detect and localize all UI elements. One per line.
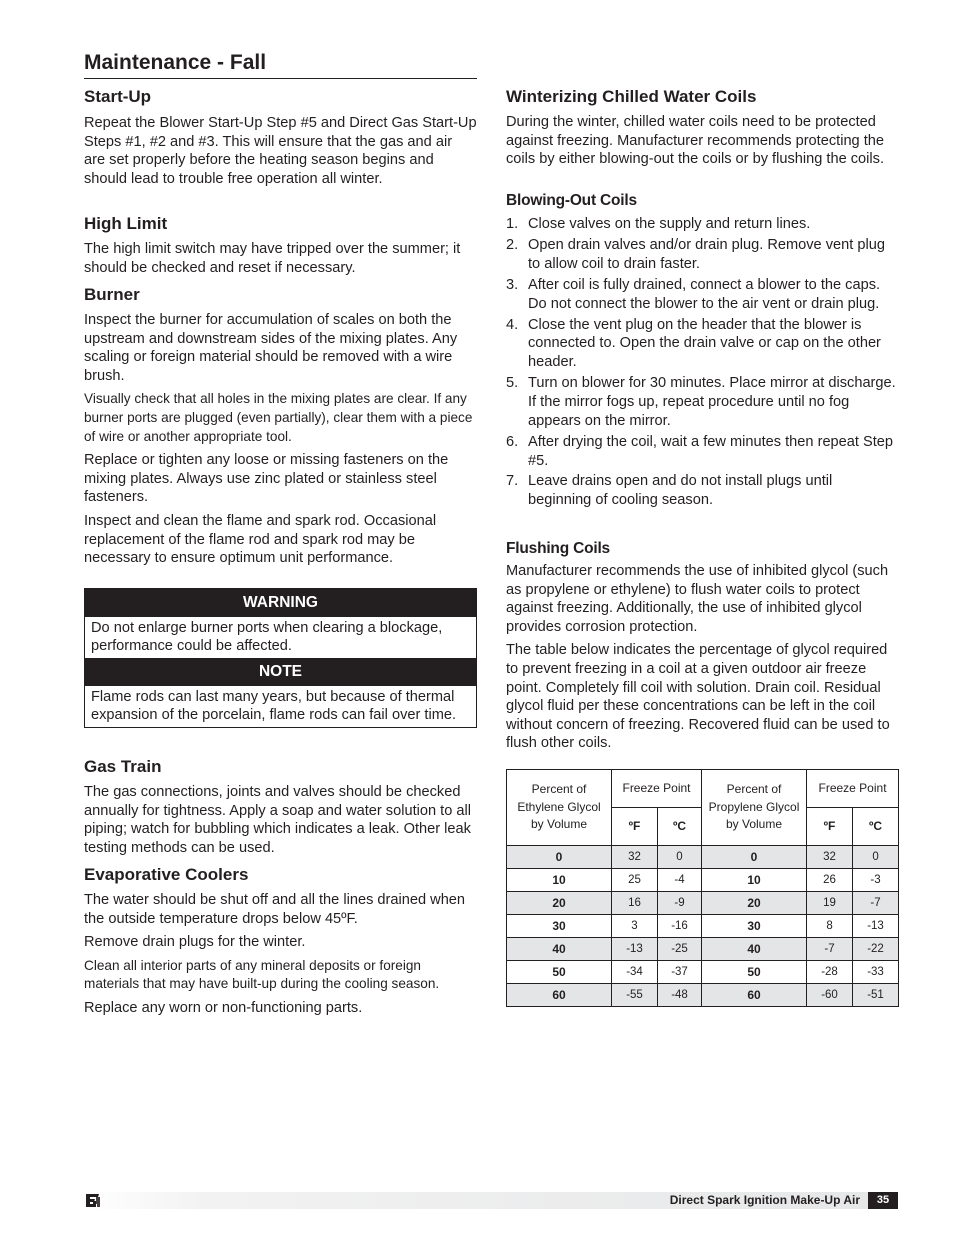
flushing-paragraph: The table below indicates the percentage of glycol required to prevent freezing in a coil at a given outdoor air freeze point. Completely fill coil with solution. Drain coil. Residual glycol fluid per these concentrations can be left in the coil without concern of freezing. Recovered fluid can be used to flush other coils. — [506, 642, 890, 752]
evap-paragraph: The water should be shut off and all the lines drained when the outside temperature drops below 45ºF. — [84, 892, 466, 927]
glycol-freeze-table — [506, 769, 899, 1007]
greenheck-logo-icon — [84, 1192, 102, 1209]
freeze-point-header: Freeze Point — [612, 770, 702, 808]
evaporative-coolers-heading: Evaporative Coolers — [84, 865, 249, 884]
warning-text: Do not enlarge burner ports when clearing a blockage, performance could be affected. — [91, 620, 443, 654]
ethylene-header: Percent of Ethylene Glycol by Volume — [507, 770, 612, 846]
startup-text: Repeat the Blower Start-Up Step #5 and Direct Gas Start-Up Steps #1, #2 and #3. This will ensure that the gas and air are set properly before the heating season begins and should lead to trouble free operation all winter. — [84, 115, 477, 187]
burner-paragraph: Inspect and clean the flame and spark rod. Occasional replacement of the flame rod and spark rod may be necessary to ensure optimum unit performance. — [84, 512, 437, 567]
flushing-heading: Flushing Coils — [506, 540, 610, 557]
winterizing-text: During the winter, chilled water coils need to be protected against freezing. Manufacturer recommends protecting the coils by either blowing-out the coils or by flushing the coils. — [506, 114, 885, 168]
high-limit-section — [84, 214, 477, 277]
table-row — [507, 869, 899, 892]
high-limit-heading: High Limit — [84, 214, 168, 233]
page-title: Maintenance - Fall — [84, 50, 477, 79]
blowing-step — [506, 316, 898, 372]
table-cell-eth-c: -37 — [658, 961, 702, 984]
blowing-out-heading: Blowing-Out Coils — [506, 192, 637, 209]
table-cell-prop: 60 — [702, 984, 807, 1007]
table-cell-prop-c: -13 — [853, 915, 899, 938]
step-number: 3. — [506, 276, 519, 293]
table-cell-eth: 0 — [507, 846, 612, 869]
gas-train-section — [84, 757, 477, 857]
blowing-step — [506, 276, 898, 314]
table-cell-eth: 60 — [507, 984, 612, 1007]
table-cell-eth-f: -34 — [612, 961, 658, 984]
table-row — [507, 892, 899, 915]
table-cell-prop: 10 — [702, 869, 807, 892]
step-number: 2. — [506, 236, 519, 253]
evap-paragraph: Remove drain plugs for the winter. — [84, 934, 306, 951]
table-cell-eth-f: -13 — [612, 938, 658, 961]
step-number: 6. — [506, 433, 519, 450]
table-cell-eth: 20 — [507, 892, 612, 915]
evaporative-coolers-section — [84, 865, 477, 1018]
blowing-step — [506, 374, 898, 430]
table-cell-eth: 50 — [507, 961, 612, 984]
table-cell-prop-c: -33 — [853, 961, 899, 984]
burner-paragraph: Replace or tighten any loose or missing fasteners on the mixing plates. Always use zinc plated or stainless steel fasteners. — [84, 452, 449, 506]
table-cell-prop: 0 — [702, 846, 807, 869]
warning-title: WARNING — [85, 589, 476, 617]
gas-train-text: The gas connections, joints and valves should be checked annually for tightness. Apply a soap and water solution to all piping; watch for bubbling which indicates a leak. Other leak testing methods can be used. — [84, 784, 471, 856]
table-cell-prop-c: -7 — [853, 892, 899, 915]
table-cell-eth-f: 3 — [612, 915, 658, 938]
blowing-out-steps — [506, 215, 898, 510]
table-cell-prop: 50 — [702, 961, 807, 984]
table-cell-eth-c: -4 — [658, 869, 702, 892]
step-text: Close valves on the supply and return lines. — [528, 216, 811, 232]
table-cell-prop-f: 8 — [807, 915, 853, 938]
table-cell-prop: 40 — [702, 938, 807, 961]
table-cell-eth-c: -9 — [658, 892, 702, 915]
high-limit-text: The high limit switch may have tripped over the summer; it should be checked and reset if necessary. — [84, 241, 461, 276]
unit-f-header: ºF — [807, 808, 853, 846]
freeze-point-header: Freeze Point — [807, 770, 899, 808]
blowing-step — [506, 236, 898, 274]
table-cell-prop-f: 32 — [807, 846, 853, 869]
winterizing-section — [506, 87, 898, 169]
table-cell-prop-c: -3 — [853, 869, 899, 892]
startup-section — [84, 87, 477, 188]
step-text: After drying the coil, wait a few minutes then repeat Step #5. — [528, 433, 894, 469]
table-cell-prop-c: -22 — [853, 938, 899, 961]
table-cell-eth-c: 0 — [658, 846, 702, 869]
table-cell-prop-f: -7 — [807, 938, 853, 961]
startup-heading: Start-Up — [84, 87, 152, 106]
table-cell-eth: 40 — [507, 938, 612, 961]
footer-bar — [84, 1192, 898, 1209]
table-cell-eth: 10 — [507, 869, 612, 892]
burner-paragraph: Visually check that all holes in the mixing plates are clear. If any burner ports are plugged (even partially), clear them with a piece of wire or another appropriate tool. — [84, 391, 473, 444]
table-row — [507, 915, 899, 938]
blowing-step — [506, 472, 898, 510]
footer-title: Direct Spark Ignition Make-Up Air — [669, 1193, 860, 1207]
step-text: Close the vent plug on the header that the blower is connected to. Open the drain valve or cap on the other header. — [528, 316, 881, 371]
table-cell-eth-c: -48 — [658, 984, 702, 1007]
step-text: After coil is fully drained, connect a blower to the caps. Do not connect the blower to the air vent or drain plug. — [528, 276, 881, 312]
note-text: Flame rods can last many years, but because of thermal expansion of the porcelain, flame rods can fail over time. — [91, 689, 457, 723]
table-row — [507, 961, 899, 984]
step-number: 4. — [506, 316, 519, 333]
table-cell-prop: 30 — [702, 915, 807, 938]
burner-heading: Burner — [84, 285, 140, 304]
table-cell-prop-f: -60 — [807, 984, 853, 1007]
table-cell-eth-f: 16 — [612, 892, 658, 915]
gas-train-heading: Gas Train — [84, 757, 162, 776]
flushing-paragraph: Manufacturer recommends the use of inhibited glycol (such as propylene or ethylene) to flush water coils to protect against freezing. Additionally, the use of inhibited glycol provides corrosion protection. — [506, 563, 889, 635]
blowing-out-section — [506, 191, 898, 512]
unit-f-header: ºF — [612, 808, 658, 846]
step-text: Turn on blower for 30 minutes. Place mirror at discharge. If the mirror fogs up, repeat procedure until no fog appears on the mirror. — [528, 375, 896, 429]
table-cell-prop-f: 26 — [807, 869, 853, 892]
unit-c-header: ºC — [658, 808, 702, 846]
evap-paragraph: Clean all interior parts of any mineral deposits or foreign materials that may have built-up during the cooling season. — [84, 957, 440, 992]
winterizing-heading: Winterizing Chilled Water Coils — [506, 87, 757, 106]
warning-note-box — [84, 588, 477, 728]
table-cell-eth-f: 25 — [612, 869, 658, 892]
blowing-step — [506, 215, 898, 234]
table-cell-eth-f: -55 — [612, 984, 658, 1007]
table-cell-prop: 20 — [702, 892, 807, 915]
step-number: 5. — [506, 375, 519, 392]
table-cell-prop-f: -28 — [807, 961, 853, 984]
table-row — [507, 984, 899, 1007]
unit-c-header: ºC — [853, 808, 899, 846]
table-cell-prop-c: -51 — [853, 984, 899, 1007]
step-text: Open drain valves and/or drain plug. Remove vent plug to allow coil to drain faster. — [528, 236, 885, 272]
table-cell-prop-f: 19 — [807, 892, 853, 915]
step-number: 1. — [506, 216, 519, 232]
burner-section — [84, 285, 477, 568]
evap-paragraph: Replace any worn or non-functioning parts. — [84, 999, 363, 1016]
note-title: NOTE — [85, 658, 476, 686]
table-cell-prop-c: 0 — [853, 846, 899, 869]
step-text: Leave drains open and do not install plugs until beginning of cooling season. — [528, 473, 833, 509]
blowing-step — [506, 433, 898, 471]
table-cell-eth-f: 32 — [612, 846, 658, 869]
table-cell-eth: 30 — [507, 915, 612, 938]
table-row — [507, 846, 899, 869]
step-number: 7. — [506, 473, 519, 490]
table-cell-eth-c: -16 — [658, 915, 702, 938]
table-cell-eth-c: -25 — [658, 938, 702, 961]
propylene-header: Percent of Propylene Glycol by Volume — [702, 770, 807, 846]
flushing-section — [506, 539, 898, 753]
burner-paragraph: Inspect the burner for accumulation of scales on both the upstream and downstream sides of the mixing plates. Any scaling or foreign material should be removed with a wire brush. — [84, 312, 458, 384]
table-row — [507, 938, 899, 961]
page-number: 35 — [868, 1192, 898, 1209]
